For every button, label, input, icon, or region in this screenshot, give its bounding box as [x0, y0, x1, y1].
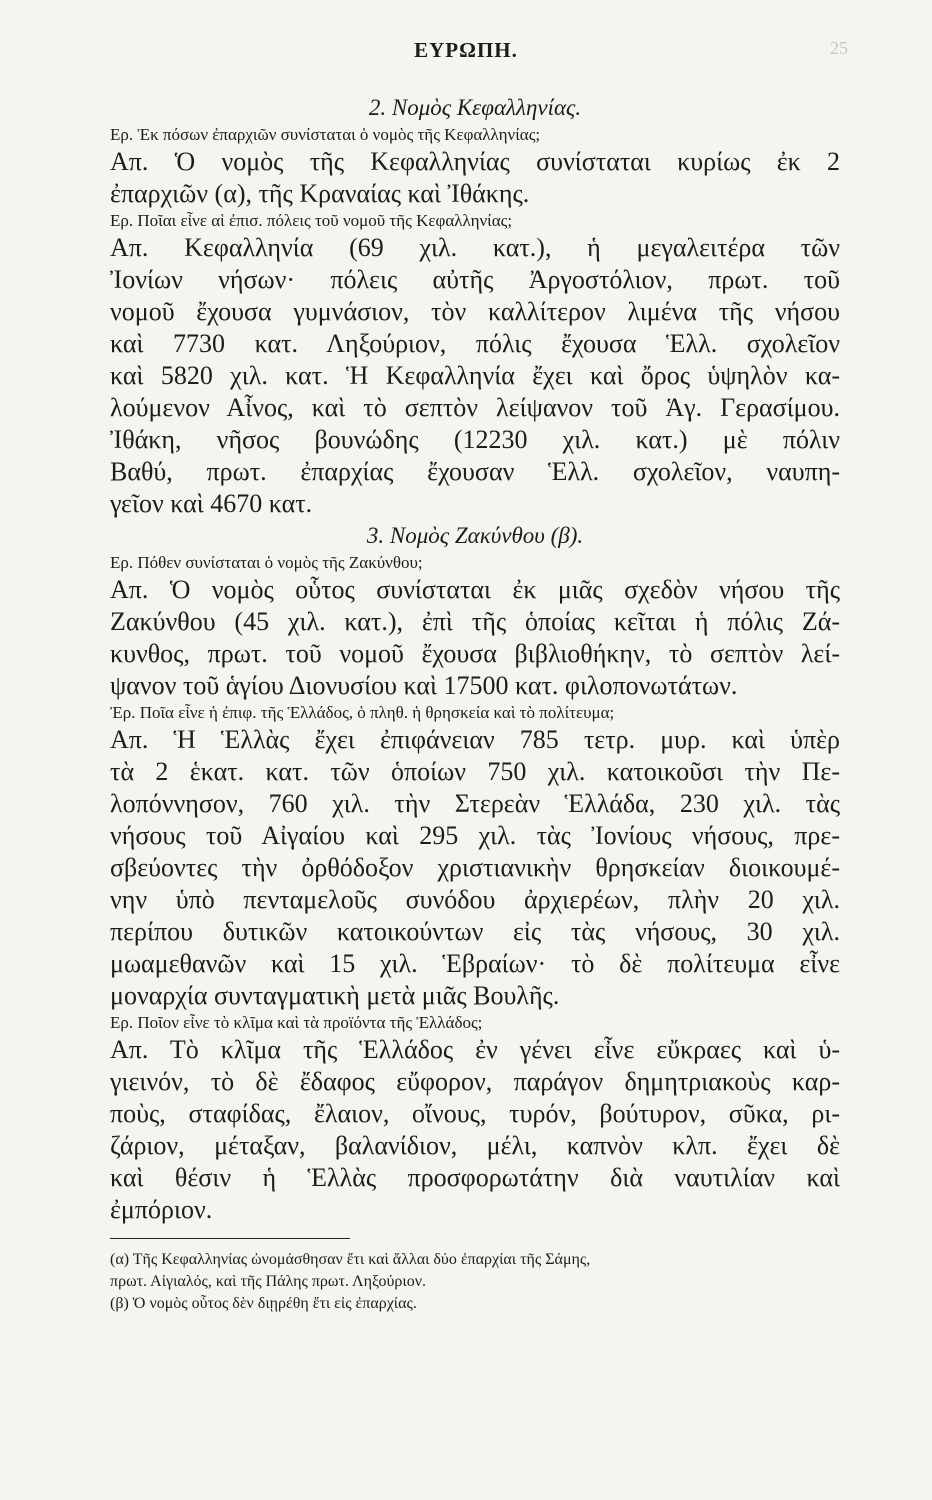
question-line: Ερ. Ποῖαι εἶνε αἱ ἐπισ. πόλεις τοῦ νομοῦ τῆς Κεφαλληνίας;: [110, 211, 513, 230]
text-line: Απ. Ἡ Ἑλλὰς ἔχει ἐπιφάνειαν 785 τετρ. μυρ. καὶ ὑπὲρ: [110, 725, 840, 754]
text-line: ψανον τοῦ ἁγίου Διονυσίου καὶ 17500 κατ. φιλοπονωτάτων.: [110, 671, 738, 700]
text-line: λούμενον Αἶνος, καὶ τὸ σεπτὸν λείψανον τοῦ Ἁγ. Γερασίμου.: [110, 393, 840, 422]
section-heading: 2. Νομὸς Κεφαλληνίας.: [368, 95, 582, 120]
text-line: Απ. Ὁ νομὸς τῆς Κεφαλληνίας συνίσταται κυρίως ἐκ 2: [110, 147, 840, 176]
footnote-line: πρωτ. Αἰγιαλός, καὶ τῆς Πάλης πρωτ. Ληξούριον.: [110, 1273, 426, 1290]
text-line: γεῖον καὶ 4670 κατ.: [110, 489, 313, 518]
footnote-rule: [110, 1238, 350, 1239]
text-line: Ζακύνθου (45 χιλ. κατ.), ἐπὶ τῆς ὁποίας κεῖται ἡ πόλις Ζά-: [110, 607, 840, 636]
text-line: ἐμπόριον.: [110, 1195, 213, 1224]
text-line: τὰ 2 ἑκατ. κατ. τῶν ὁποίων 750 χιλ. κατοικοῦσι τὴν Πε-: [110, 757, 840, 786]
footnote-line: (α) Τῆς Κεφαλληνίας ὠνομάσθησαν ἔτι καὶ ἄλλαι δύο ἐπαρχίαι τῆς Σάμης,: [110, 1251, 591, 1268]
text-line: Απ. Κεφαλληνία (69 χιλ. κατ.), ἡ μεγαλειτέρα τῶν: [110, 233, 840, 262]
text-line: Απ. Τὸ κλῖμα τῆς Ἑλλάδος ἐν γένει εἶνε εὔκραες καὶ ὑ-: [110, 1035, 840, 1064]
text-line: Ἰονίων νήσων· πόλεις αὐτῆς Ἀργοστόλιον, πρωτ. τοῦ: [110, 265, 840, 294]
question-line: Ἐρ. Ποῖα εἶνε ἡ ἐπιφ. τῆς Ἑλλάδος, ὁ πληθ. ἡ θρησκεία καὶ τὸ πολίτευμα;: [110, 703, 615, 722]
section-heading: 3. Νομὸς Ζακύνθου (β).: [366, 523, 584, 548]
text-line: ἐπαρχιῶν (α), τῆς Κραναίας καὶ Ἰθάκης.: [110, 179, 530, 208]
question-line: Ερ. Πόθεν συνίσταται ὁ νομὸς τῆς Ζακύνθου;: [110, 553, 423, 572]
running-head: ΕΥΡΩΠΗ.: [414, 38, 518, 62]
body-text: [110, 92, 840, 1315]
text-line: κυνθος, πρωτ. τοῦ νομοῦ ἔχουσα βιβλιοθήκην, τὸ σεπτὸν λεί-: [110, 639, 840, 668]
text-line: Απ. Ὁ νομὸς οὗτος συνίσταται ἐκ μιᾶς σχεδὸν νήσου τῆς: [110, 575, 840, 604]
text-line: γιεινόν, τὸ δὲ ἔδαφος εὔφορον, παράγον δημητριακοὺς καρ-: [110, 1067, 840, 1096]
text-line: σβεύοντες τὴν ὀρθόδοξον χριστιανικὴν θρησκείαν διοικουμέ-: [110, 853, 840, 882]
text-lines: [110, 92, 840, 1226]
text-line: νήσους τοῦ Αἰγαίου καὶ 295 χιλ. τὰς Ἰονίους νήσους, πρε-: [110, 821, 840, 850]
text-line: νομοῦ ἔχουσα γυμνάσιον, τὸν καλλίτερον λιμένα τῆς νήσου: [110, 297, 840, 326]
show-through-page-number: 25: [830, 38, 848, 58]
footnote-line: (β) Ὁ νομὸς οὗτος δὲν διῃρέθη ἔτι εἰς ἐπαρχίας.: [110, 1295, 417, 1312]
text-line: καὶ 5820 χιλ. κατ. Ἡ Κεφαλληνία ἔχει καὶ ὄρος ὑψηλὸν κα-: [110, 361, 840, 390]
text-line: λοπόννησον, 760 χιλ. τὴν Στερεὰν Ἑλλάδα, 230 χιλ. τὰς: [110, 789, 840, 818]
text-line: καὶ 7730 κατ. Ληξούριον, πόλις ἔχουσα Ἑλλ. σχολεῖον: [110, 329, 840, 358]
text-line: Ἰθάκη, νῆσος βουνώδης (12230 χιλ. κατ.) μὲ πόλιν: [110, 425, 840, 454]
text-line: Βαθύ, πρωτ. ἐπαρχίας ἔχουσαν Ἑλλ. σχολεῖον, ναυπη-: [110, 457, 840, 486]
text-line: περίπου δυτικῶν κατοικούντων εἰς τὰς νήσους, 30 χιλ.: [110, 917, 840, 946]
text-line: μοναρχία συνταγματικὴ μετὰ μιᾶς Βουλῆς.: [110, 981, 560, 1010]
text-line: ποὺς, σταφίδας, ἔλαιον, οἴνους, τυρόν, βούτυρον, σῦκα, ρι-: [110, 1099, 840, 1128]
text-line: μωαμεθανῶν καὶ 15 χιλ. Ἑβραίων· τὸ δὲ πολίτευμα εἶνε: [110, 949, 840, 978]
footnotes: [110, 1249, 840, 1315]
question-line: Ερ. Ποῖον εἶνε τὸ κλῖμα καὶ τὰ προϊόντα τῆς Ἑλλάδος;: [110, 1013, 483, 1032]
text-line: νην ὑπὸ πενταμελοῦς συνόδου ἀρχιερέων, πλὴν 20 χιλ.: [110, 885, 840, 914]
text-line: ζάριον, μέταξαν, βαλανίδιον, μέλι, καπνὸν κλπ. ἔχει δὲ: [110, 1131, 840, 1160]
text-line: καὶ θέσιν ἡ Ἑλλὰς προσφορωτάτην διὰ ναυτιλίαν καὶ: [110, 1163, 840, 1192]
question-line: Ερ. Ἐκ πόσων ἐπαρχιῶν συνίσταται ὁ νομὸς τῆς Κεφαλληνίας;: [110, 125, 541, 144]
